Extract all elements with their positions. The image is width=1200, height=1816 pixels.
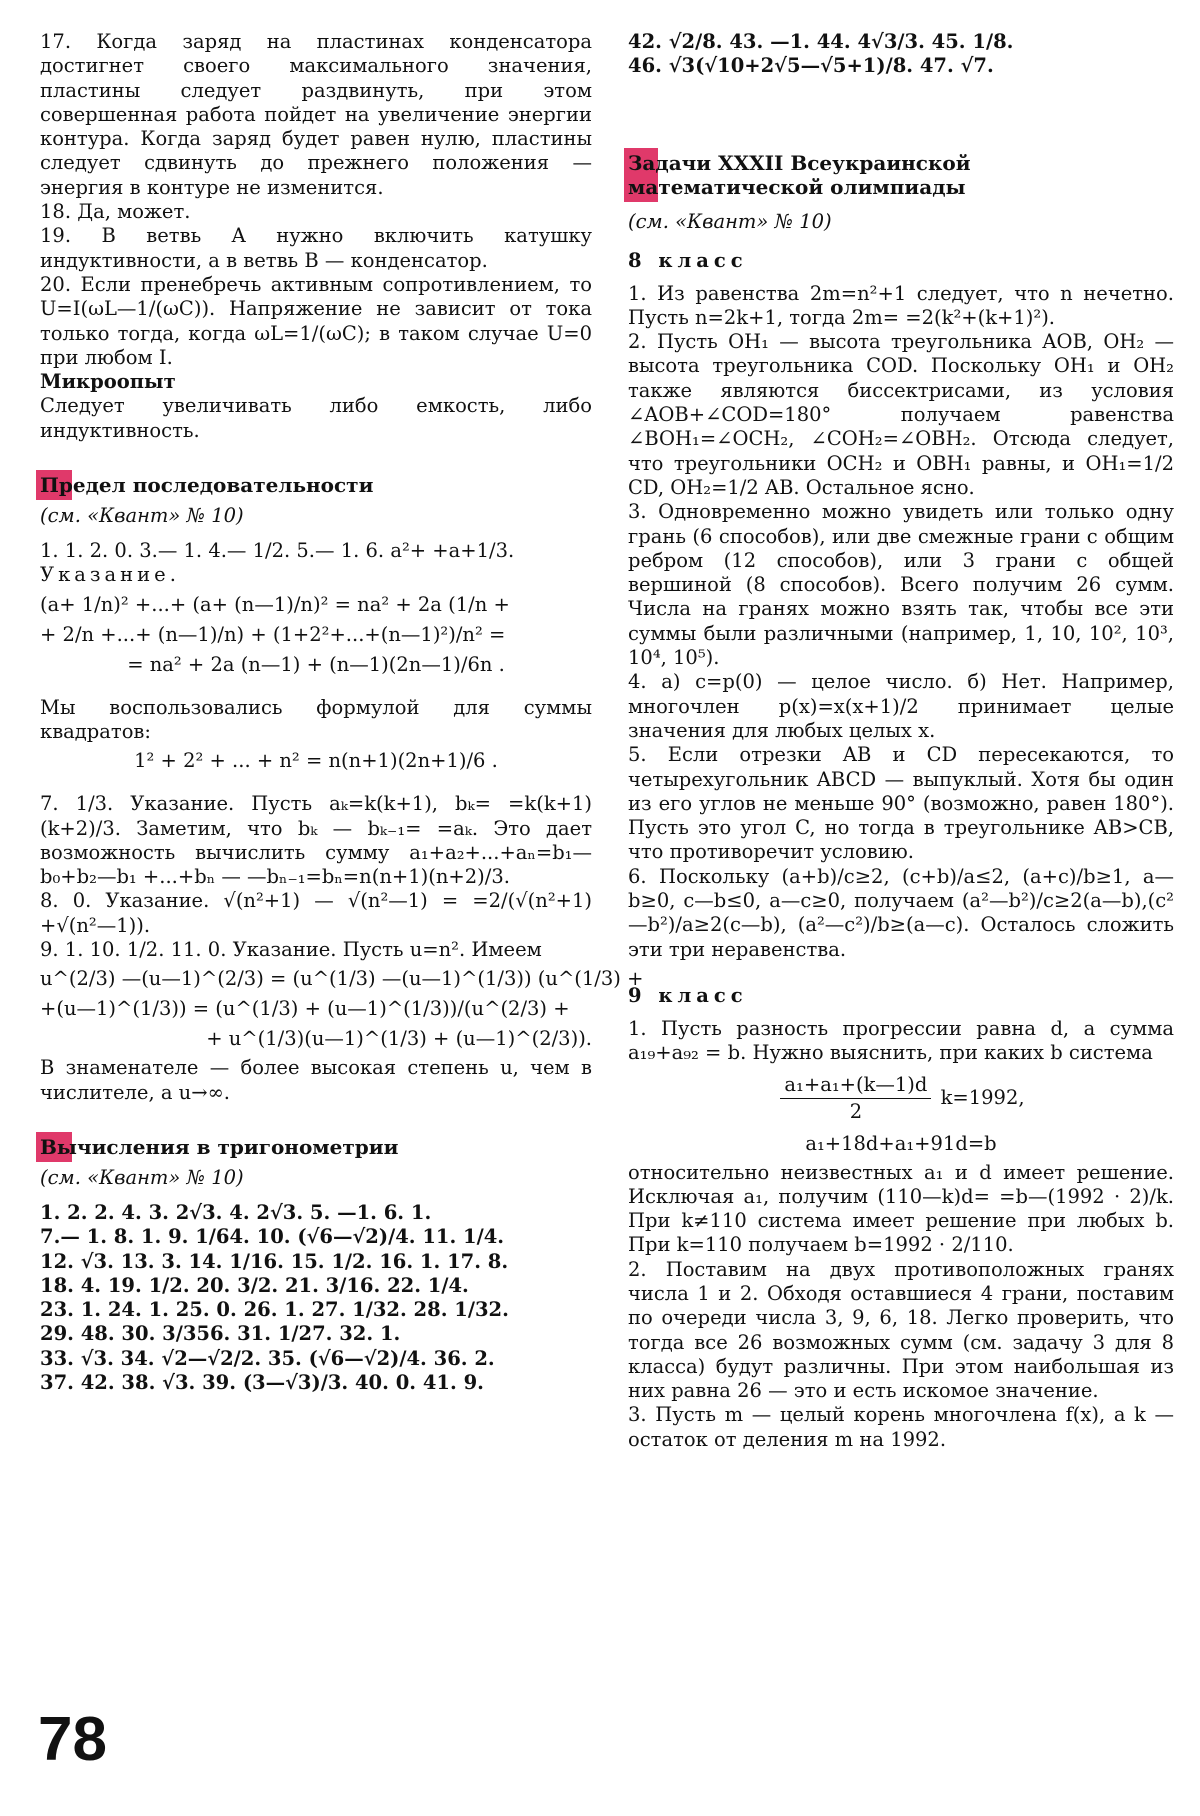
trig-answers-cont-2: 46. √3(√10+2√5—√5+1)/8. 47. √7. [628,54,994,78]
olympiad-9-1: 1. Пусть разность прогрессии равна d, а сумма a₁₉+a₉₂ = b. Нужно выяснить, при каких b система [628,1016,1174,1065]
hint-label: Указание. [40,563,180,587]
limit-answers: 1. 1. 2. 0. 3.— 1. 4.— 1/2. 5.— 1. 6. a²+ +a+1/3. [40,539,515,563]
trig-line: 37. 42. 38. √3. 39. (3—√3)/3. 40. 0. 41. 9. [40,1370,484,1394]
trig-line: 1. 2. 2. 4. 3. 2√3. 4. 2√3. 5. —1. 6. 1. [40,1200,432,1224]
formula-u-1: u^(2/3) —(u—1)^(2/3) = (u^(1/3) —(u—1)^(1/3)) (u^(1/3) + [40,967,644,991]
formula-line-1: (a+ 1/n)² +...+ (a+ (n—1)/n)² = na² + 2a (1/n + [40,592,510,616]
olympiad-9-1-cont: относительно неизвестных a₁ и d имеет решение. Исключая a₁, получим (110—k)d= =b—(1992 · 2)/k. При k≠110 система имеет решение при любых b. При k=110 получаем b=1992 · 2/110. [628,1160,1174,1257]
system-equation-1: $\frac{\text{a₁+a₁+(k—1)d}}{2}$ k=1992, [628,1072,1174,1125]
trig-line: 29. 48. 30. 3/356. 31. 1/27. 32. 1. [40,1322,401,1346]
formula-line-3: = na² + 2a (n—1) + (n—1)(2n—1)/6n . [127,652,505,676]
section-ref: (см. «Квант» № 10) [40,1165,244,1189]
answer-18: 18. Да, может. [40,200,191,224]
answer-9-11: 9. 1. 10. 1/2. 11. 0. Указание. Пусть u=n². Имеем [40,938,542,962]
answer-8: 8. 0. Указание. √(n²+1) — √(n²—1) = =2/(√(n²+1) +√(n²—1)). [40,889,592,937]
section-title-olympiad: Задачи XXXII Всеукраинской математической олимпиады [628,151,1174,199]
answer-17: 17. Когда заряд на пластинах конденсатора достигнет своего максимального значения, пластины следует раздвинуть, при этом совершенная работа пойдет на увеличение энергии контура. Когда заряд будет равен нулю, пластины следует сдвинуть до прежнего положения — энергия в контуре не изменится. [40,30,592,199]
microexperiment-title: Микроопыт [40,370,176,394]
olympiad-9-2: 2. Поставим на двух противоположных гранях числа 1 и 2. Обходя оставшиеся 4 грани, поставим по очереди числа 3, 9, 6, 18. Легко проверить, что тогда все 26 возможных сумм (см. задачу 3 для 8 класса) будут различны. При этом наибольшая из них равна 26 — это и есть искомое значение. [628,1257,1174,1403]
section-title-trig: Вычисления в тригонометрии [40,1135,592,1159]
section-title-limit: Предел последовательности [40,473,592,497]
trig-line: 33. √3. 34. √2—√2/2. 35. (√6—√2)/4. 36. 2. [40,1346,495,1370]
trig-line: 12. √3. 13. 3. 14. 1/16. 15. 1/2. 16. 1. 17. 8. [40,1249,509,1273]
olympiad-8-4: 4. а) c=p(0) — целое число. б) Нет. Например, многочлен p(x)=x(x+1)/2 принимает целые значения для любых целых x. [628,670,1174,742]
olympiad-8-2: 2. Пусть OH₁ — высота треугольника AOB, OH₂ — высота треугольника COD. Поскольку OH₁ и OH₂ также являются биссектрисами, из условия ∠AOB+∠COD=180° получаем равенства ∠BOH₁=∠OCH₂, ∠COH₂=∠OBH₂. Отсюда следует, что треугольники OCH₂ и OBH₁ равны, и OH₁=1/2 CD, OH₂=1/2 AB. Остальное ясно. [628,330,1174,499]
trig-answers-cont-1: 42. √2/8. 43. —1. 44. 4√3/3. 45. 1/8. [628,30,1014,53]
page-number: 78 [38,1705,107,1774]
section-ref: (см. «Квант» № 10) [40,504,244,528]
answer-20: 20. Если пренебречь активным сопротивлением, то U=I(ωL—1/(ωC)). Напряжение не зависит от тока только тогда, когда ωL=1/(ωC); в таком случае U=0 при любом I. [40,272,592,369]
sum-of-squares-formula: 1² + 2² + ... + n² = n(n+1)(2n+1)/6 . [134,749,498,773]
olympiad-8-5: 5. Если отрезки AB и CD пересекаются, то четырехугольник ABCD — выпуклый. Хотя бы один из его углов не меньше 90° (возможно, равен 180°). Пусть это угол C, но тогда в треугольнике AB>CB, что противоречит условию. [628,743,1174,864]
left-column [40,30,644,1395]
olympiad-8-3: 3. Одновременно можно увидеть или только одну грань (6 способов), или две смежные грани с общим ребром (12 способов), или 3 грани с общей вершиной (8 способов). Всего получим 26 сумм. Числа на гранях можно взять так, чтобы все эти суммы были различными (например, 1, 10, 10², 10³, 10⁴, 10⁵). [628,500,1174,670]
class-9-heading: 9 класс [628,983,748,1007]
olympiad-9-3: 3. Пусть m — целый корень многочлена f(x), а k — остаток от деления m на 1992. [628,1403,1174,1451]
fraction: $\frac{\text{a₁+a₁+(k—1)d}}{2}$ [780,1072,931,1125]
trig-line: 7.— 1. 8. 1. 9. 1/64. 10. (√6—√2)/4. 11. 1/4. [40,1225,505,1249]
olympiad-8-1: 1. Из равенства 2m=n²+1 следует, что n нечетно. Пусть n=2k+1, тогда 2m= =2(k²+(k+1)²). [628,281,1174,329]
answer-19: 19. В ветвь A нужно включить катушку индуктивности, а в ветвь B — конденсатор. [40,224,592,272]
trig-line: 23. 1. 24. 1. 25. 0. 26. 1. 27. 1/32. 28. 1/32. [40,1298,509,1322]
formula-line-2: + 2/n +...+ (n—1)/n) + (1+2²+...+(n—1)²)/n² = [40,622,506,646]
microexperiment-text: Следует увеличивать либо емкость, либо индуктивность. [40,394,592,442]
sum-of-squares-text: Мы воспользовались формулой для суммы квадратов: [40,695,592,743]
section-ref: (см. «Квант» № 10) [628,209,832,233]
formula-u-2: +(u—1)^(1/3)) = (u^(1/3) + (u—1)^(1/3))/(u^(2/3) + [40,997,570,1021]
right-column [628,30,1174,1452]
trig-line: 18. 4. 19. 1/2. 20. 3/2. 21. 3/16. 22. 1/4. [40,1273,469,1297]
answer-7: 7. 1/3. Указание. Пусть aₖ=k(k+1), bₖ= =k(k+1)(k+2)/3. Заметим, что bₖ — bₖ₋₁= =aₖ. Это дает возможность вычислить сумму a₁+a₂+...+aₙ=b₁—b₀+b₂—b₁ +...+bₙ — —bₙ₋₁=bₙ=n(n+1)(n+2)/3. [40,792,592,889]
formula-u-3: + u^(1/3)(u—1)^(1/3) + (u—1)^(2/3)). [206,1027,592,1051]
denominator-text: В знаменателе — более высокая степень u, чем в числителе, а u→∞. [40,1056,592,1104]
class-8-heading: 8 класс [628,248,748,272]
olympiad-8-6: 6. Поскольку (a+b)/c≥2, (c+b)/a≤2, (a+c)/b≥1, a—b≥0, c—b≤0, a—c≥0, получаем (a²—b²)/c≥2(a—b),(c²—b²)/a≥2(c—b), (a²—c²)/b≥(a—c). Осталось сложить эти три неравенства. [628,864,1174,961]
system-equation-2: a₁+18d+a₁+91d=b [805,1131,997,1155]
